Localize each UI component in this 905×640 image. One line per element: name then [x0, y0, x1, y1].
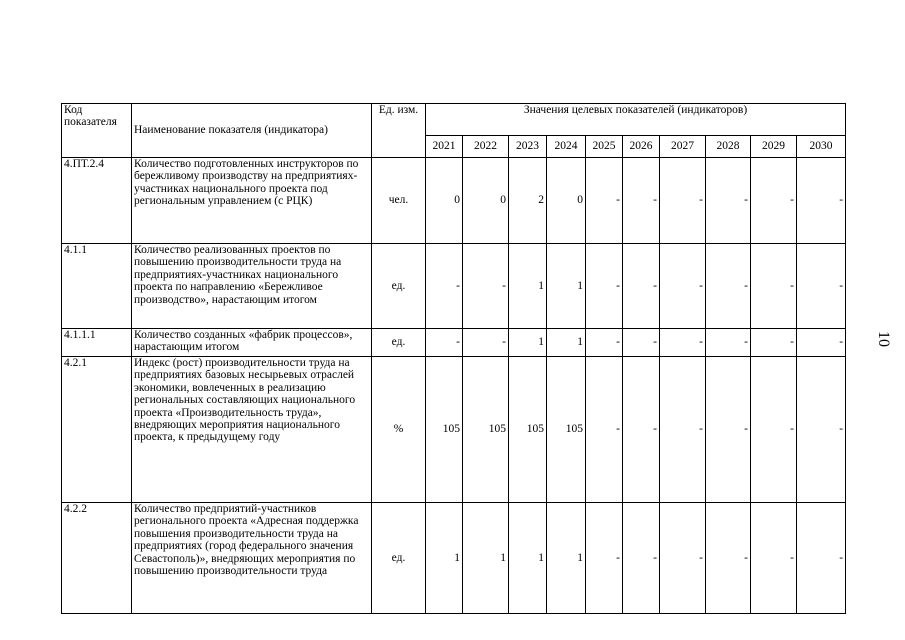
indicator-unit: ед.: [372, 244, 426, 329]
value-cell: -: [706, 244, 751, 329]
value-cell: 0: [547, 158, 586, 244]
value-cell: 1: [509, 244, 547, 329]
value-cell: -: [623, 244, 660, 329]
header-year: 2027: [660, 136, 706, 158]
indicator-code: 4.ПТ.2.4: [62, 158, 132, 244]
page-number: 10: [875, 331, 892, 347]
table-row: [62, 244, 846, 329]
value-cell: -: [463, 244, 509, 329]
table-row: [62, 158, 846, 244]
value-cell: -: [623, 503, 660, 614]
value-cell: -: [797, 357, 846, 503]
value-cell: 1: [509, 503, 547, 614]
value-cell: 105: [547, 357, 586, 503]
value-cell: -: [706, 158, 751, 244]
header-year: 2023: [509, 136, 547, 158]
value-cell: -: [660, 357, 706, 503]
value-cell: -: [706, 357, 751, 503]
header-year: 2025: [586, 136, 623, 158]
indicator-unit: %: [372, 357, 426, 503]
header-year: 2030: [797, 136, 846, 158]
value-cell: -: [586, 357, 623, 503]
indicator-name: Количество реализованных проектов по повышению производительности труда на предприятиях-участниках национального проекта по направлению «Бережливое производство», нарастающим итогом: [132, 244, 372, 329]
value-cell: -: [797, 158, 846, 244]
value-cell: -: [426, 244, 463, 329]
table-row: [62, 357, 846, 503]
indicator-code: 4.2.1: [62, 357, 132, 503]
header-name: Наименование показателя (индикатора): [132, 104, 372, 158]
value-cell: -: [660, 329, 706, 357]
value-cell: -: [586, 158, 623, 244]
value-cell: 105: [509, 357, 547, 503]
header-year: 2021: [426, 136, 463, 158]
value-cell: 2: [509, 158, 547, 244]
value-cell: -: [660, 503, 706, 614]
indicator-name: Количество предприятий-участников регионального проекта «Адресная поддержка повышения производительности труда на предприятиях (город федерального значения Севастополь)», внедряющих мероприятия по повышению производительности труда: [132, 503, 372, 614]
value-cell: -: [586, 244, 623, 329]
value-cell: 0: [463, 158, 509, 244]
header-values-group: Значения целевых показателей (индикаторов): [426, 104, 846, 136]
indicator-code: 4.1.1: [62, 244, 132, 329]
value-cell: -: [751, 503, 797, 614]
value-cell: 1: [547, 503, 586, 614]
value-cell: 1: [463, 503, 509, 614]
header-year: 2026: [623, 136, 660, 158]
indicator-code: 4.2.2: [62, 503, 132, 614]
value-cell: -: [426, 329, 463, 357]
indicator-unit: чел.: [372, 158, 426, 244]
value-cell: 1: [426, 503, 463, 614]
header-unit: Ед. изм.: [372, 104, 426, 158]
value-cell: -: [586, 503, 623, 614]
value-cell: -: [623, 357, 660, 503]
value-cell: -: [797, 329, 846, 357]
indicator-name: Индекс (рост) производительности труда на предприятиях базовых несырьевых отраслей экономики, вовлеченных в реализацию региональных составляющих национального проекта «Производительность труда», внедряющих мероприятия национального проекта, к предыдущему году: [132, 357, 372, 503]
header-year: 2028: [706, 136, 751, 158]
indicator-unit: ед.: [372, 503, 426, 614]
value-cell: -: [751, 244, 797, 329]
value-cell: -: [751, 329, 797, 357]
indicator-unit: ед.: [372, 329, 426, 357]
value-cell: -: [623, 158, 660, 244]
value-cell: -: [623, 329, 660, 357]
indicator-code: 4.1.1.1: [62, 329, 132, 357]
value-cell: -: [706, 329, 751, 357]
header-code: Код показателя: [62, 104, 132, 158]
header-year: 2022: [463, 136, 509, 158]
value-cell: -: [463, 329, 509, 357]
value-cell: -: [797, 503, 846, 614]
value-cell: 105: [426, 357, 463, 503]
value-cell: 1: [547, 244, 586, 329]
table-row: [62, 503, 846, 614]
value-cell: 1: [509, 329, 547, 357]
table-row: [62, 329, 846, 357]
value-cell: -: [751, 158, 797, 244]
indicator-name: Количество подготовленных инструкторов по бережливому производству на предприятиях-участниках национального проекта под региональным управлением (с РЦК): [132, 158, 372, 244]
value-cell: 1: [547, 329, 586, 357]
value-cell: -: [586, 329, 623, 357]
value-cell: -: [660, 158, 706, 244]
value-cell: -: [751, 357, 797, 503]
header-year: 2029: [751, 136, 797, 158]
value-cell: 0: [426, 158, 463, 244]
value-cell: -: [660, 244, 706, 329]
value-cell: -: [706, 503, 751, 614]
header-year: 2024: [547, 136, 586, 158]
indicator-name: Количество созданных «фабрик процессов», нарастающим итогом: [132, 329, 372, 357]
value-cell: 105: [463, 357, 509, 503]
value-cell: -: [797, 244, 846, 329]
indicators-table: [61, 103, 846, 614]
